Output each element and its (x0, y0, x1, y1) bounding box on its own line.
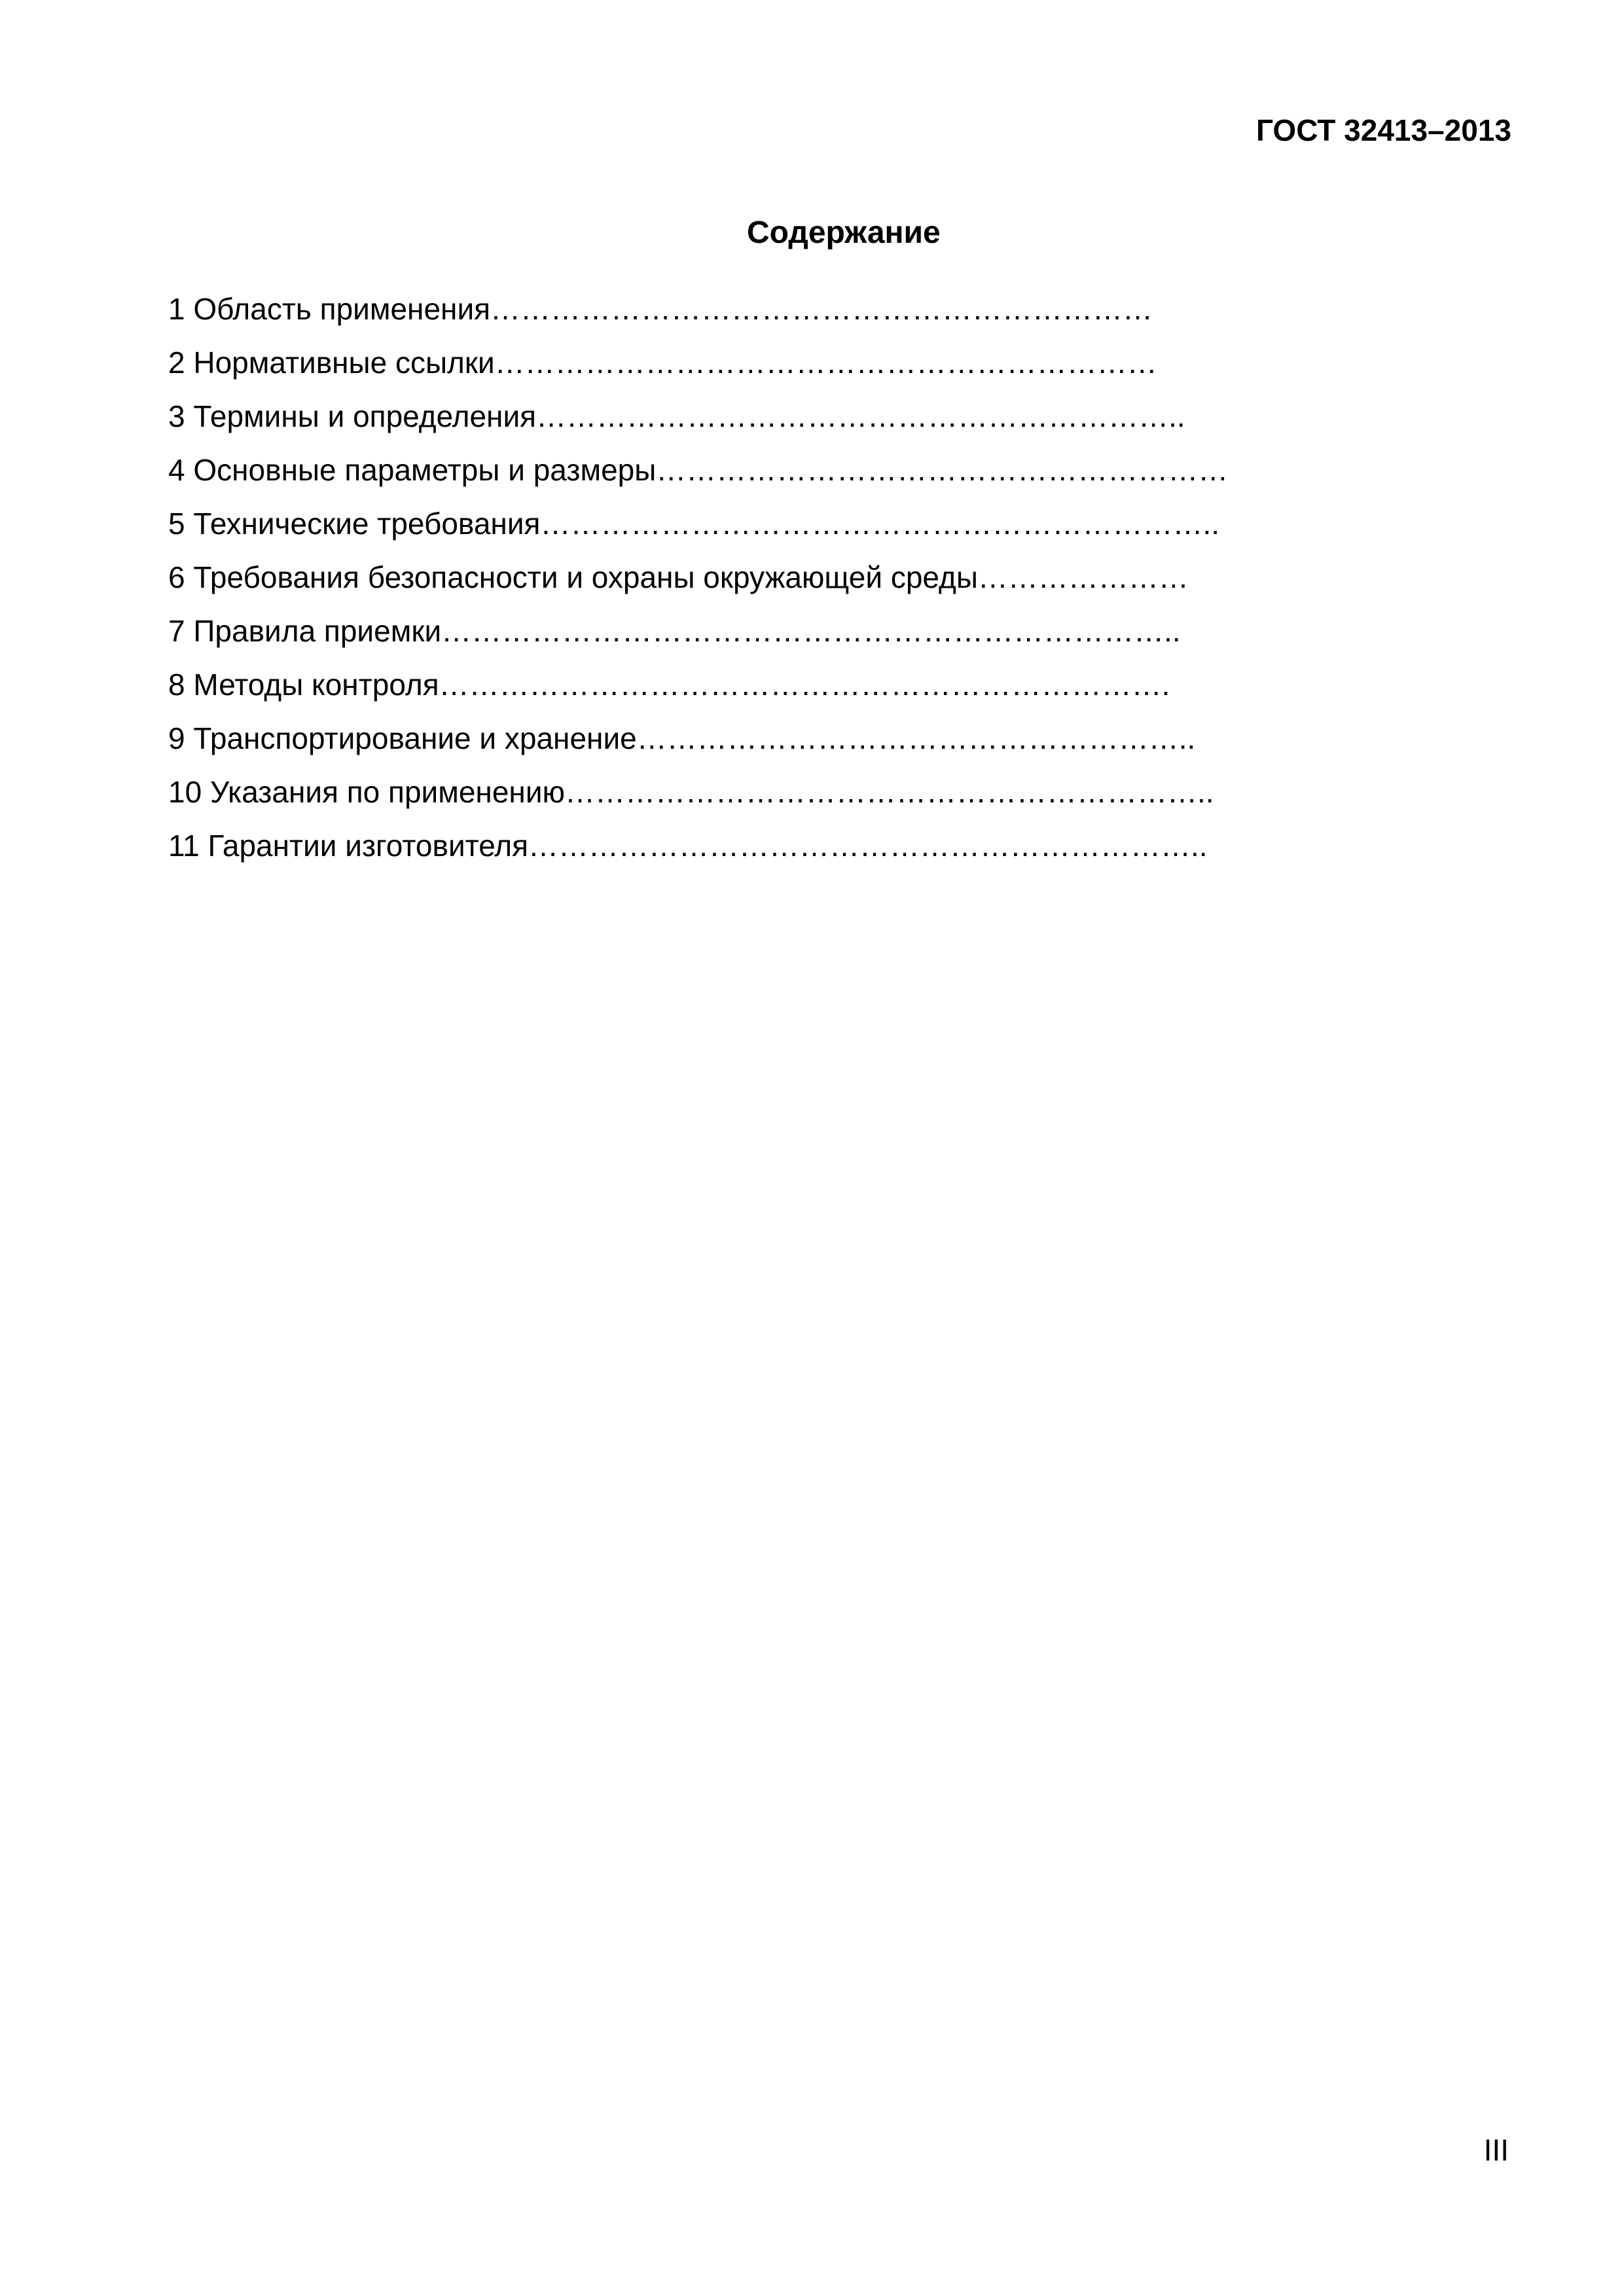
toc-item-safety-environment[interactable]: 6 Требования безопасности и охраны окружающей среды………………… (168, 560, 1189, 594)
toc-item-technical-requirements[interactable]: 5 Технические требования………………………………………………………….. (168, 507, 1220, 541)
toc-item-usage-instructions[interactable]: 10 Указания по применению……………………………………………………….. (168, 775, 1214, 809)
toc-item-normative-references[interactable]: 2 Нормативные ссылки………………………………………………………… (168, 346, 1157, 380)
toc-item-manufacturer-warranty[interactable]: 11 Гарантии изготовителя………………………………………………………….. (168, 829, 1208, 863)
toc-item-control-methods[interactable]: 8 Методы контроля………………………………………………………………. (168, 668, 1170, 702)
table-of-contents (168, 291, 1314, 882)
document-code-header: ГОСТ 32413–2013 (1255, 113, 1511, 147)
page-number: III (1483, 2133, 1509, 2167)
toc-item-scope[interactable]: 1 Область применения………………………………………………………… (168, 292, 1153, 326)
toc-item-terms-definitions[interactable]: 3 Термины и определения……………………………………………………….. (168, 399, 1185, 433)
toc-item-transport-storage[interactable]: 9 Транспортирование и хранение……………………………………………….. (168, 721, 1196, 755)
toc-title: Содержание (747, 215, 941, 250)
toc-item-main-parameters[interactable]: 4 Основные параметры и размеры………………………………………………… (168, 453, 1229, 487)
toc-item-acceptance-rules[interactable]: 7 Правила приемки……………………………………………………………….. (168, 614, 1181, 648)
